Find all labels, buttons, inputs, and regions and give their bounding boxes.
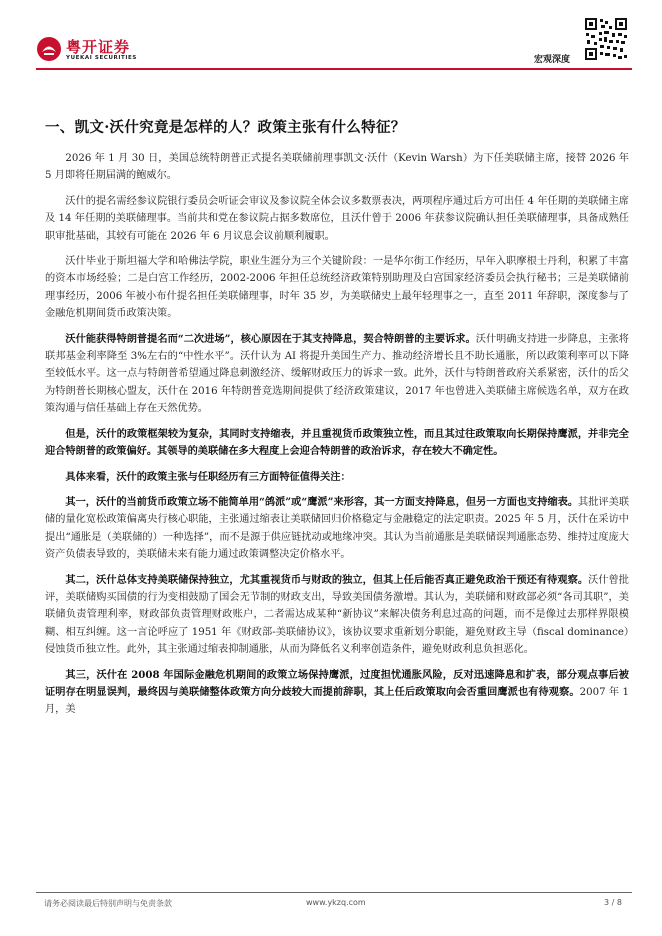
disclaimer-note: 请务必阅读最后特别声明与免责条款 [44,899,172,908]
paragraph-8-lead: 其二，沃什总体支持美联储保持独立，尤其重视货币与财政的独立，但其上任后能否真正避免政治干预还有待观察。 [65,573,589,586]
section-heading: 一、凯文·沃什究竟是怎样的人？政策主张有什么特征？ [45,119,406,136]
paragraph-4 [45,331,629,418]
paragraph-9-text: 2007 年 1 月，美 [45,686,629,716]
paragraph-6 [45,469,629,486]
paragraph-1 [45,150,629,185]
paragraph-3 [45,253,629,323]
paragraph-8-text: 沃什曾批评，美联储购买国债的行为变相鼓励了国会无节制的财政支出，导致美国债务激增。其认为，美联储和财政部必须“各司其职”，美联储负责管理利率，财政部负责管理财政账户，二者需达成某种“新协议”来解决债务利息过高的问题，而不是像过去那样界限模糊、相互纠缠。这一言论呼应了 1951 年《财政部-美联储协议》，该协议要求重新划分职能，避免财政主导（fiscal dominance）侵蚀货币独立性。此外，其主张通过缩表抑制通胀，从而为降低名义利率创造条件，避免财政利息负担恶化。 [45,574,629,656]
page-number: 3 / 8 [604,898,622,907]
paragraph-7-text: 其批评美联储的量化宽松政策偏离央行核心职能，主张通过缩表让美联储回归价格稳定与金融稳定的法定职责。2025 年 5 月，沃什在采访中提出“通胀是（美联储的）一种选择”，而不是源于供应链扰动或地缘冲突。其认为当前通胀是美联储误判通胀态势、维持过度庞大资产负债表导致的，美联储未来有能力通过政策调整决定价格水平。 [45,496,630,561]
paragraph-7 [45,494,629,564]
paragraph-5-lead: 但是，沃什的政策框架较为复杂，其同时支持缩表，并且重视货币政策独立性，而且其过往政策取向长期保持鹰派，并非完全迎合特朗普的政策偏好。其领导的美联储在多大程度上会迎合特朗普的政治诉求，存在较大不确定性。 [45,427,629,458]
paragraph-7-lead: 其一，沃什的当前货币政策立场不能简单用“鸽派”或“鹰派”来形容，其一方面支持降息，但另一方面也支持缩表。 [65,495,579,508]
paragraph-6-lead: 具体来看，沃什的政策主张与任职经历有三方面特征值得关注： [65,470,351,483]
brand-name-en: YUEKAI SECURITIES [66,55,137,61]
paragraph-3-text: 沃什毕业于斯坦福大学和哈佛法学院，职业生涯分为三个关键阶段：一是华尔街工作经历，早年入职摩根士丹利，积累了丰富的资本市场经验；二是白宫工作经历，2002-2006 年担任总统经济政策特别助理及白宫国家经济委员会执行秘书；三是美联储前理事经历，2006 年被小布什提名担任美联储理事，时年 35 岁，为美联储史上最年轻理事之一，直至 2011 年辞职，深度参与了金融危机期间货币政策决策。 [45,256,629,320]
paragraph-5 [45,426,629,461]
header-divider [36,68,632,70]
paragraph-9 [45,667,629,719]
website-link[interactable]: www.ykzq.com [306,898,366,907]
paragraph-4-text: 沃什明确支持进一步降息，主张将联邦基金利率降至 3%左右的“中性水平”。沃什认为 AI 将提升美国生产力、推动经济增长且不助长通胀，所以政策利率可以下降至较低水平。这一点与特朗普希望通过降息刺激经济、缓解财政压力的诉求一致。此外，沃什与特朗普政府关系紧密，沃什的岳父为特朗普长期核心盟友，沃什在 2016 年特朗普竞选期间提供了经济政策建议，2017 年也曾进入美联储主席候选名单，双方在政策沟通与信任基础上存在天然优势。 [45,333,629,415]
paragraph-1-text: 2026 年 1 月 30 日，美国总统特朗普正式提名美联储前理事凯文·沃什（Kevin Warsh）为下任美联储主席，接替 2026 年 5 月即将任期届满的鲍威尔。 [45,153,629,182]
paragraph-9-lead: 其三，沃什在 2008 年国际金融危机期间的政策立场保持鹰派，过度担忧通胀风险，反对迅速降息和扩表，部分观点事后被证明存在明显误判，最终因与美联储整体政策方向分歧较大而提前辞职，其上任后政策取向会否重回鹰派也有待观察。 [45,668,629,698]
paragraph-8 [45,572,629,659]
paragraph-2 [45,193,629,245]
article-body [45,116,629,727]
qr-code-icon [584,17,628,61]
paragraph-4-lead: 沃什能获得特朗普提名而“二次进场”，核心原因在于其支持降息，契合特朗普的主要诉求。 [65,332,476,345]
report-category: 宏观深度 [533,55,570,65]
footer-divider [36,892,632,893]
page-header [0,0,662,70]
company-logo [36,36,156,66]
brand-name-cn: 粤开证券 [66,38,131,56]
paragraph-2-text: 沃什的提名需经参议院银行委员会听证会审议及参议院全体会议多数票表决，两项程序通过后方可出任 4 年任期的美联储主席及 14 年任期的美联储理事。当前共和党在参议院占据多数席位，且沃什曾于 2006 年获参议院确认担任美联储理事，具备成熟任职审批基础，其较有可能在 2026 年 6 月议息会议前顺利履职。 [45,195,629,242]
yuekai-logo-icon [36,36,62,62]
